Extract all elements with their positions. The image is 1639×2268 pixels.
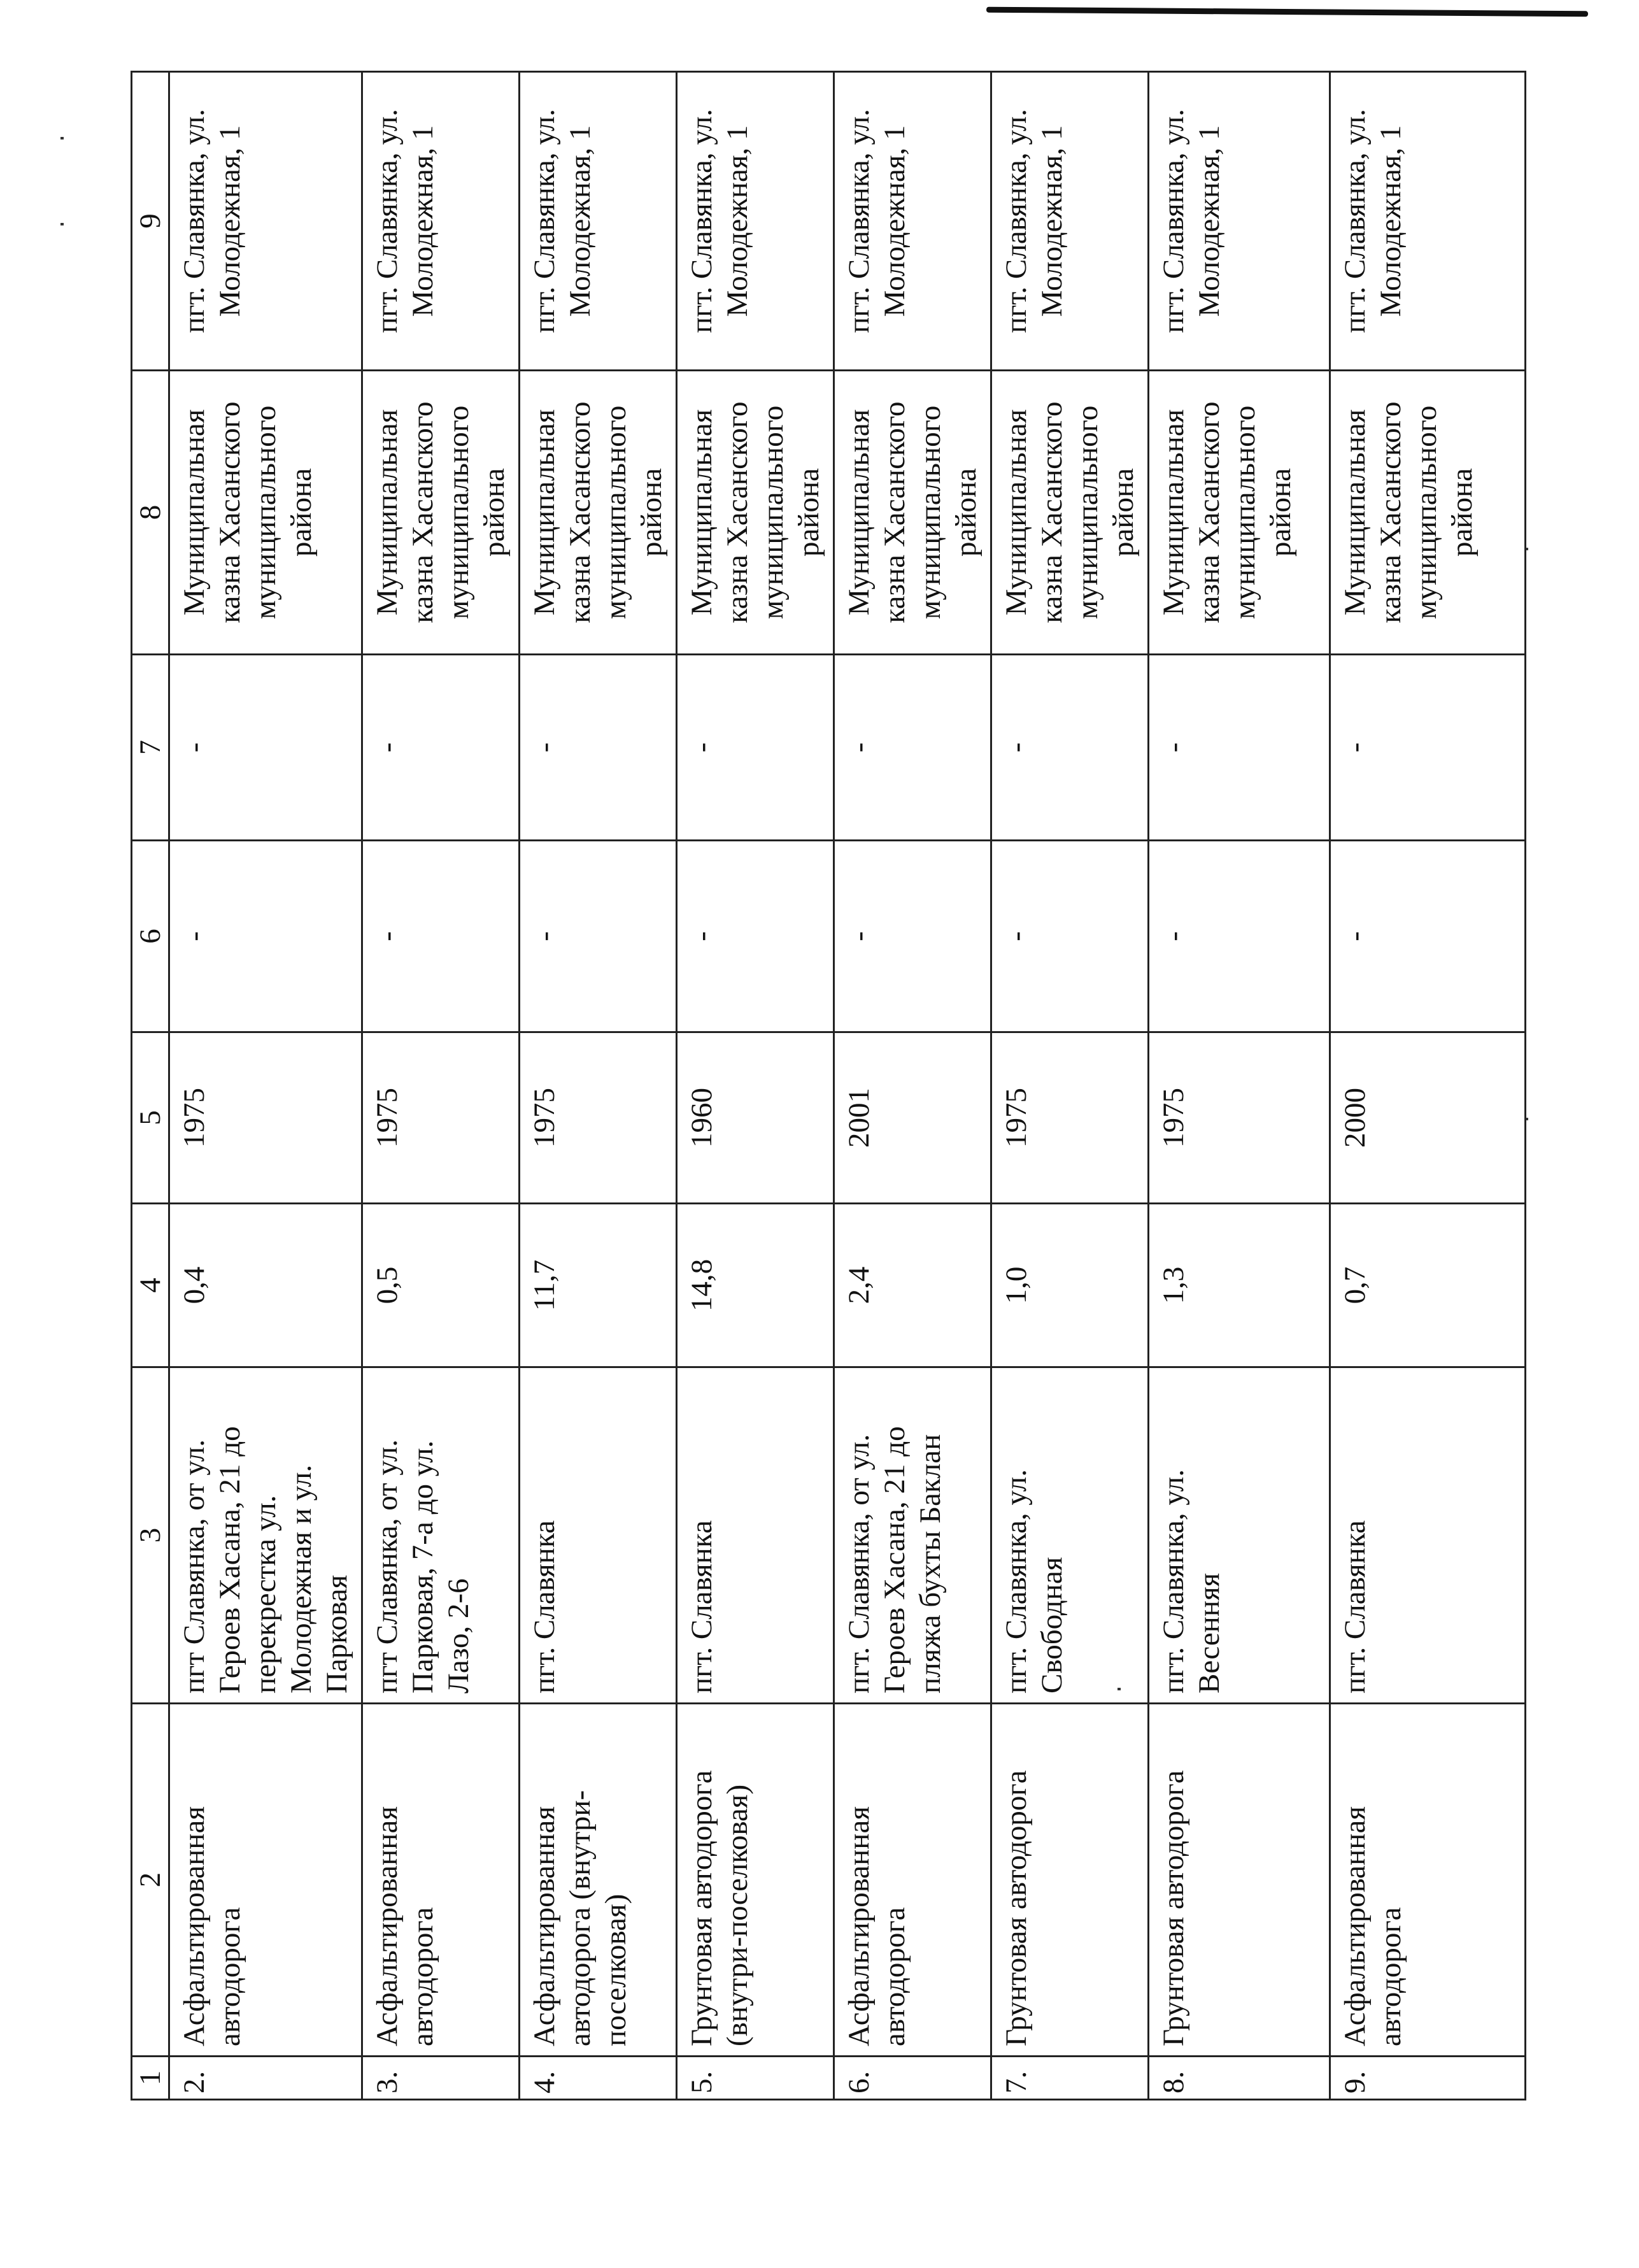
road-length-cell: 2,4 <box>834 1204 991 1367</box>
road-type-cell: Асфальтированная автодорога <box>1330 1704 1526 2057</box>
owner-cell: Муниципальная казна Хасанского муниципального района <box>520 371 677 655</box>
col7-value-cell: - <box>834 655 991 841</box>
header-col-2: 2 <box>132 1704 169 2057</box>
header-col-6: 6 <box>132 841 169 1032</box>
road-type-cell: Грунтовая автодорога <box>991 1704 1149 2057</box>
owner-address-cell: пгт. Славянка, ул. Молодежная, 1 <box>991 72 1149 371</box>
road-location-cell: пгт. Славянка <box>677 1367 834 1704</box>
road-type-cell: Грунтовая автодорога (внутри-поселковая) <box>677 1704 834 2057</box>
owner-cell: Муниципальная казна Хасанского муниципального района <box>1330 371 1526 655</box>
road-type-cell: Асфальтированная автодорога <box>169 1704 362 2057</box>
table-row <box>520 72 677 2100</box>
header-col-7: 7 <box>132 655 169 841</box>
scan-speck <box>60 223 64 225</box>
road-location-cell: пгт. Славянка, ул. Свободная <box>991 1367 1149 1704</box>
col6-value-cell: - <box>834 841 991 1032</box>
table-row <box>834 72 991 2100</box>
road-length-cell: 0,5 <box>362 1204 520 1367</box>
road-length-cell: 14,8 <box>677 1204 834 1367</box>
year-built-cell: 1960 <box>677 1032 834 1204</box>
header-col-1: 1 <box>132 2057 169 2100</box>
road-length-cell: 11,7 <box>520 1204 677 1367</box>
road-location-cell: пгт Славянка, от ул. Парковая, 7-а до ул. Лазо, 2-6 <box>362 1367 520 1704</box>
owner-cell: Муниципальная казна Хасанского муниципального района <box>834 371 991 655</box>
row-number-cell: 9. <box>1330 2057 1526 2100</box>
scan-artifact-line <box>986 7 1588 17</box>
col7-value-cell: - <box>677 655 834 841</box>
road-location-cell: пгт. Славянка, от ул. Героев Хасана, 21 до пляжа бухты Баклан <box>834 1367 991 1704</box>
owner-cell: Муниципальная казна Хасанского муниципального района <box>362 371 520 655</box>
row-number-cell: 7. <box>991 2057 1149 2100</box>
col6-value-cell: - <box>520 841 677 1032</box>
road-location-cell: пгт Славянка, от ул. Героев Хасана, 21 до перекрестка ул. Молодежная и ул. Парковая <box>169 1367 362 1704</box>
table-row <box>991 72 1149 2100</box>
header-col-8: 8 <box>132 371 169 655</box>
rotated-table-page <box>131 73 1479 2100</box>
row-number-cell: 6. <box>834 2057 991 2100</box>
owner-address-cell: пгт. Славянка, ул. Молодежная, 1 <box>1149 72 1330 371</box>
year-built-cell: 2001 <box>834 1032 991 1204</box>
scan-speck <box>60 137 64 139</box>
owner-address-cell: пгт. Славянка, ул. Молодежная, 1 <box>1330 72 1526 371</box>
owner-address-cell: пгт. Славянка, ул. Молодежная, 1 <box>677 72 834 371</box>
owner-address-cell: пгт. Славянка, ул. Молодежная, 1 <box>520 72 677 371</box>
col6-value-cell: - <box>362 841 520 1032</box>
header-col-9: 9 <box>132 72 169 371</box>
owner-cell: Муниципальная казна Хасанского муниципального района <box>169 371 362 655</box>
owner-address-cell: пгт. Славянка, ул. Молодежная, 1 <box>362 72 520 371</box>
road-length-cell: 1,0 <box>991 1204 1149 1367</box>
road-length-cell: 0,7 <box>1330 1204 1526 1367</box>
col7-value-cell: - <box>169 655 362 841</box>
year-built-cell: 2000 <box>1330 1032 1526 1204</box>
row-number-cell: 8. <box>1149 2057 1330 2100</box>
year-built-cell: 1975 <box>991 1032 1149 1204</box>
column-number-header-row <box>132 72 169 2100</box>
table-row <box>677 72 834 2100</box>
road-length-cell: 0,4 <box>169 1204 362 1367</box>
road-type-cell: Асфальтированная автодорога (внутри-поселковая) <box>520 1704 677 2057</box>
road-location-cell: пгт. Славянка <box>1330 1367 1526 1704</box>
year-built-cell: 1975 <box>1149 1032 1330 1204</box>
road-location-cell: пгт. Славянка <box>520 1367 677 1704</box>
row-number-cell: 2. <box>169 2057 362 2100</box>
row-number-cell: 5. <box>677 2057 834 2100</box>
col7-value-cell: - <box>1330 655 1526 841</box>
year-built-cell: 1975 <box>169 1032 362 1204</box>
col7-value-cell: - <box>520 655 677 841</box>
col6-value-cell: - <box>1149 841 1330 1032</box>
table-row <box>362 72 520 2100</box>
table-row <box>1149 72 1330 2100</box>
road-type-cell: Асфальтированная автодорога <box>834 1704 991 2057</box>
header-col-4: 4 <box>132 1204 169 1367</box>
road-length-cell: 1,3 <box>1149 1204 1330 1367</box>
col6-value-cell: - <box>677 841 834 1032</box>
header-col-3: 3 <box>132 1367 169 1704</box>
road-location-cell: пгт. Славянка, ул. Весенняя <box>1149 1367 1330 1704</box>
road-type-cell: Грунтовая автодорога <box>1149 1704 1330 2057</box>
owner-cell: Муниципальная казна Хасанского муниципального района <box>677 371 834 655</box>
owner-address-cell: пгт. Славянка, ул. Молодежная, 1 <box>834 72 991 371</box>
col7-value-cell: - <box>362 655 520 841</box>
col7-value-cell: - <box>991 655 1149 841</box>
owner-cell: Муниципальная казна Хасанского муниципального района <box>1149 371 1330 655</box>
year-built-cell: 1975 <box>362 1032 520 1204</box>
row-number-cell: 4. <box>520 2057 677 2100</box>
header-col-5: 5 <box>132 1032 169 1204</box>
road-type-cell: Асфальтированная автодорога <box>362 1704 520 2057</box>
owner-cell: Муниципальная казна Хасанского муниципального района <box>991 371 1149 655</box>
roads-registry-table <box>131 71 1526 2100</box>
table-row <box>1330 72 1526 2100</box>
year-built-cell: 1975 <box>520 1032 677 1204</box>
owner-address-cell: пгт. Славянка, ул. Молодежная, 1 <box>169 72 362 371</box>
col6-value-cell: - <box>169 841 362 1032</box>
col7-value-cell: - <box>1149 655 1330 841</box>
table-row <box>169 72 362 2100</box>
col6-value-cell: - <box>1330 841 1526 1032</box>
col6-value-cell: - <box>991 841 1149 1032</box>
row-number-cell: 3. <box>362 2057 520 2100</box>
